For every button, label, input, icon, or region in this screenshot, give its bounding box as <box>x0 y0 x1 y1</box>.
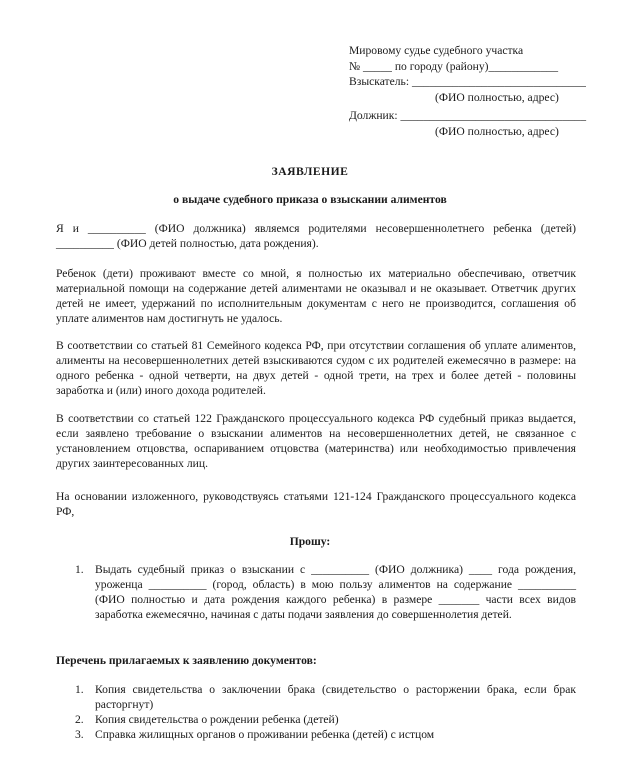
list-item <box>56 727 576 742</box>
document-title: ЗАЯВЛЕНИЕ <box>271 165 349 178</box>
paragraph-basis: На основании изложенного, руководствуясь статьями 121-124 Гражданского процессуального кодекса РФ, <box>56 490 576 518</box>
addressee-claimant: Взыскатель: ______________________________ <box>349 75 586 88</box>
list-item-text: Копия свидетельства о рождении ребенка (детей) <box>95 713 339 726</box>
list-item-text: Копия свидетельства о заключении брака (свидетельство о расторжении брака, если брак расторгнут) <box>95 683 576 711</box>
paragraph-support: Ребенок (дети) проживают вместе со мной, я полностью их материально обеспечиваю, ответчик материальной помощи на содержание детей алиментами не оказывал и не оказывает. Ответчик других детей не имеет, удержаний по исполнительным документам с него не производится, соглашения об уплате алиментов нам достигнуть не удалось. <box>56 267 576 325</box>
addressee-debtor-note: (ФИО полностью, адрес) <box>435 124 559 138</box>
list-item-number: 1. <box>75 563 84 576</box>
addressee-district: № _____ по городу (району)____________ <box>349 59 559 73</box>
request-list <box>56 562 576 622</box>
addressee-claimant-note: (ФИО полностью, адрес) <box>435 90 559 104</box>
document-subtitle: о выдаче судебного приказа о взыскании алиментов <box>173 193 447 206</box>
request-heading: Прошу: <box>289 535 331 548</box>
addressee-block <box>349 43 587 139</box>
list-item-number: 3. <box>75 728 84 741</box>
attachments-heading: Перечень прилагаемых к заявлению документов: <box>56 654 317 667</box>
paragraph-civil-code: В соответствии со статьей 122 Гражданского процессуального кодекса РФ судебный приказ выдается, если заявлено требование о взыскании алиментов на несовершеннолетних детей, не связанное с установлением отцовства, оспариванием отцовства (материнства) или необходимостью привлечения других заинтересованных лиц. <box>56 412 576 470</box>
list-item-text: Выдать судебный приказ о взыскании с __________ (ФИО должника) ____ года рождения, уроженца __________ (город, область) в мою пользу алиментов на содержание __________ (ФИО полностью и дата рождения каждого ребенка) в размере _______ части всех видов заработка ежемесячно, начиная с даты подачи заявления до совершеннолетия детей. <box>95 563 576 621</box>
list-item <box>56 562 576 622</box>
list-item-number: 2. <box>75 713 84 726</box>
paragraph-parents: Я и __________ (ФИО должника) являемся родителями несовершеннолетнего ребенка (детей) __________ (ФИО детей полностью, дата рождения). <box>56 222 576 250</box>
attachments-list <box>56 682 576 742</box>
addressee-debtor: Должник: ________________________________ <box>349 109 587 122</box>
addressee-court: Мировому судье судебного участка <box>349 44 524 57</box>
list-item-text: Справка жилищных органов о проживании ребенка (детей) с истцом <box>95 728 435 741</box>
list-item <box>56 712 576 727</box>
list-item-number: 1. <box>75 683 84 696</box>
list-item <box>56 682 576 712</box>
paragraph-family-code: В соответствии со статьей 81 Семейного кодекса РФ, при отсутствии соглашения об уплате алиментов, алименты на несовершеннолетних детей взыскиваются судом с их родителей ежемесячно в размере: на одного ребенка - одной четверти, на двух детей - одной трети, на трех и более детей - половины заработка и (или) иного дохода родителей. <box>56 339 576 397</box>
